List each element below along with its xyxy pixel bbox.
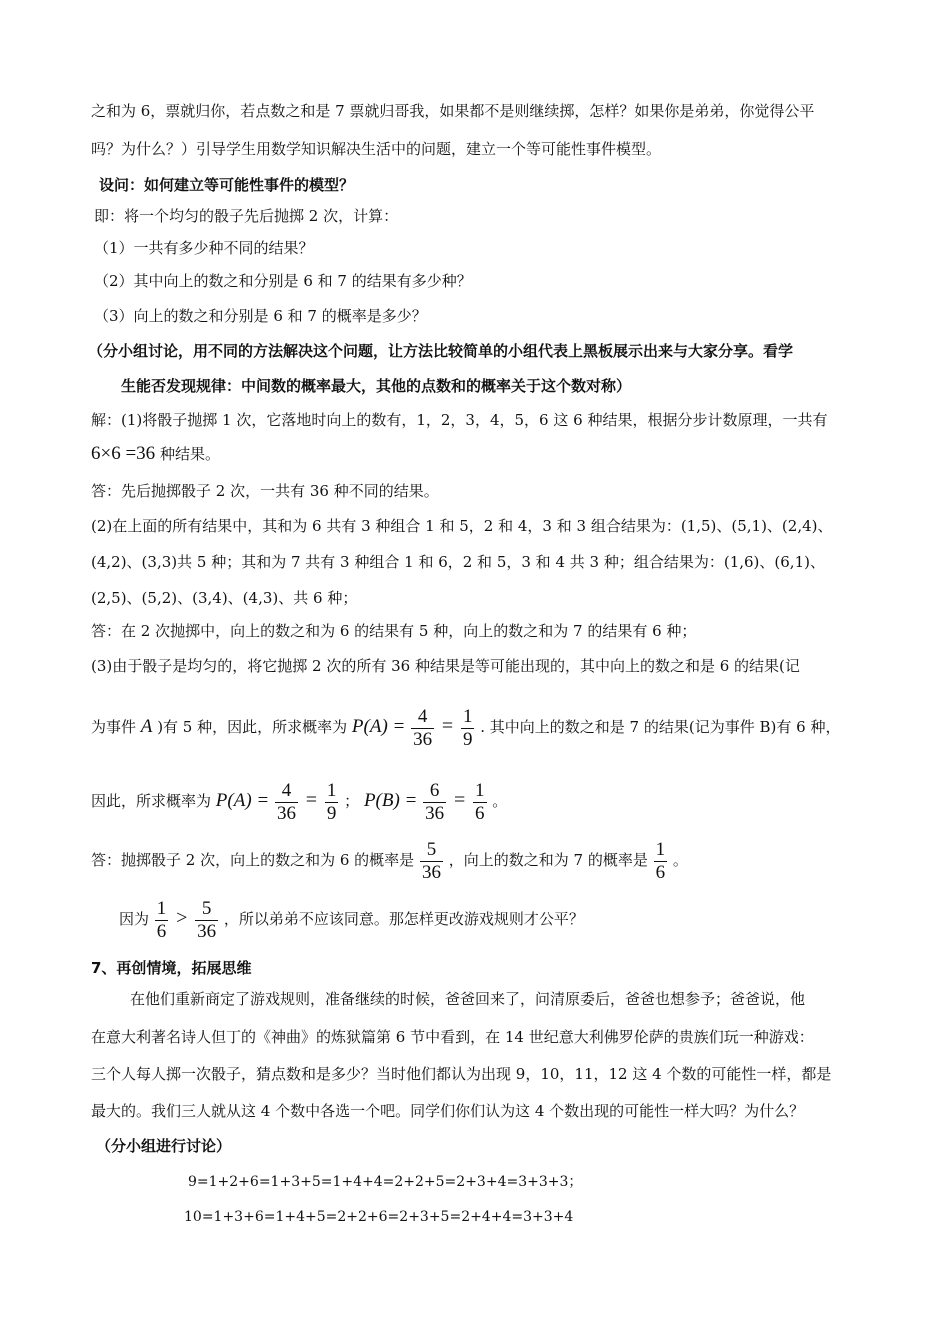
fraction-numerator: 1 — [655, 838, 666, 860]
fraction-denominator: 36 — [277, 802, 297, 824]
fraction-1-6 — [155, 898, 169, 943]
probability-b-label: P(B) = — [363, 790, 418, 811]
discussion-line-2: 生能否发现规律：中间数的概率最大，其他的点数和的概率关于这个数对称） — [121, 377, 632, 395]
equals-sign: = — [305, 789, 318, 811]
greater-than-sign: > — [176, 907, 188, 929]
solution-3-line-1: (3)由于骰子是均匀的，将它抛掷 2 次的所有 36 种结果是等可能出现的，其中向上的数之和是 6 的结果(记 — [91, 657, 800, 675]
group-discussion-note: （分小组进行讨论） — [96, 1137, 232, 1155]
text-segment: ，向上的数之和为 7 的概率是 — [448, 851, 648, 869]
fraction-denominator: 36 — [421, 861, 441, 883]
solution-2-line-2: (4,2)、(3,3)共 5 种；其和为 7 共有 3 种组合 1 和 6，2 和 5，3 和 4 共 3 种；组合结果为：(1,6)、(6,1)、 — [91, 553, 825, 571]
question-3: （3）向上的数之和分别是 6 和 7 的概率是多少？ — [94, 307, 427, 325]
sum-10-equation: 10=1+3+6=1+4+5=2+2+6=2+3+5=2+4+4=3+3+4 — [184, 1209, 574, 1225]
fraction-denominator: 6 — [475, 802, 485, 824]
answer-2: 答：在 2 次抛掷中，向上的数之和为 6 的结果有 5 种，向上的数之和为 7 的结果有 6 种； — [91, 622, 697, 640]
fraction-denominator: 6 — [156, 920, 167, 942]
text-segment: )有 5 种，因此，所求概率为 — [157, 718, 348, 736]
solution-1-line: 解：(1)将骰子抛掷 1 次，它落地时向上的数有，1，2，3，4，5，6 这 6 种结果，根据分步计数原理，一共有 — [91, 411, 828, 429]
equals-sign: = — [453, 789, 466, 811]
fraction-denominator: 36 — [413, 728, 433, 750]
product-formula: 6×6 =36 — [91, 443, 156, 464]
fraction-4-36 — [411, 706, 434, 751]
intro-line-1: 之和为 6，票就归你，若点数之和是 7 票就归哥我，如果都不是则继续掷，怎样？如果你是弟弟，你觉得公平 — [91, 102, 815, 120]
separator: ； — [344, 792, 360, 810]
fraction-denominator: 36 — [425, 802, 445, 824]
question-title: 设问：如何建立等可能性事件的模型？ — [99, 176, 355, 194]
fraction-6-36 — [423, 780, 446, 825]
text-segment: 因为 — [119, 910, 150, 928]
equals-sign: = — [441, 715, 454, 737]
solution-2-line-1: (2)在上面的所有结果中，其和为 6 共有 3 种组合 1 和 5，2 和 4，3 和 3 组合结果为：(1,5)、(5,1)、(2,4)、 — [91, 517, 833, 535]
period: 。 — [492, 792, 508, 810]
text-segment: . 其中向上的数之和是 7 的结果(记为事件 B)有 6 种， — [480, 718, 841, 736]
fraction-numerator: 1 — [475, 779, 485, 801]
section-7-para-line-4: 最大的。我们三人就从这 4 个数中各选一个吧。同学们你们认为这 4 个数出现的可能性一样大吗？为什么？ — [91, 1102, 805, 1120]
fraction-1-6 — [654, 839, 668, 884]
because-line — [119, 893, 584, 944]
probability-a-label: P(A) = — [215, 790, 270, 811]
fraction-numerator: 1 — [326, 779, 337, 801]
event-a-symbol: A — [140, 716, 153, 737]
fraction-numerator: 6 — [429, 779, 440, 801]
answer-3 — [91, 835, 688, 885]
fraction-numerator: 1 — [156, 897, 167, 919]
section-7-para-line-1: 在他们重新商定了游戏规则，准备继续的时候，爸爸回来了，问清原委后，爸爸也想参予；爸爸说，他 — [130, 990, 806, 1008]
question-setup: 即：将一个均匀的骰子先后抛掷 2 次，计算： — [94, 207, 399, 225]
fraction-1-9 — [325, 780, 339, 825]
fraction-numerator: 5 — [201, 897, 212, 919]
solution-1-formula-line — [91, 444, 220, 464]
solution-3-line-3 — [91, 775, 507, 826]
fraction-1-6 — [473, 780, 487, 825]
fraction-numerator: 5 — [426, 838, 437, 860]
fraction-1-9 — [461, 706, 475, 751]
question-2: （2）其中向上的数之和分别是 6 和 7 的结果有多少种？ — [94, 272, 472, 290]
solution-1-tail: 种结果。 — [159, 445, 220, 463]
fraction-numerator: 1 — [462, 705, 473, 727]
text-segment: 答：抛掷骰子 2 次，向上的数之和为 6 的概率是 — [91, 851, 415, 869]
solution-3-line-2 — [91, 701, 840, 752]
section-7-title: 7、再创情境，拓展思维 — [91, 959, 252, 977]
section-7-para-line-2: 在意大利著名诗人但丁的《神曲》的炼狱篇第 6 节中看到，在 14 世纪意大利佛罗伦萨的贵族们玩一种游戏： — [91, 1028, 814, 1046]
section-7-para-line-3: 三个人每人掷一次骰子，猜点数和是多少？当时他们都认为出现 9，10，11，12 这 4 个数的可能性一样，都是 — [91, 1065, 832, 1083]
solution-2-line-3: (2,5)、(5,2)、(3,4)、(4,3)、共 6 种； — [91, 589, 358, 607]
fraction-denominator: 36 — [197, 920, 217, 942]
fraction-5-36 — [195, 898, 218, 943]
fraction-denominator: 9 — [462, 728, 473, 750]
fraction-numerator: 4 — [281, 779, 292, 801]
text-segment: 因此，所求概率为 — [91, 792, 212, 810]
period: 。 — [672, 851, 688, 869]
fraction-numerator: 4 — [417, 705, 428, 727]
probability-a-label: P(A) = — [351, 716, 406, 737]
answer-1: 答：先后抛掷骰子 2 次，一共有 36 种不同的结果。 — [91, 482, 439, 500]
discussion-line-1: （分小组讨论，用不同的方法解决这个问题，让方法比较简单的小组代表上黑板展示出来与大家分享。看学 — [88, 342, 794, 360]
fraction-denominator: 9 — [326, 802, 337, 824]
fraction-denominator: 6 — [655, 861, 666, 883]
fraction-4-36 — [275, 780, 298, 825]
question-1: （1）一共有多少种不同的结果？ — [94, 239, 314, 257]
fraction-5-36 — [420, 839, 443, 884]
sum-9-equation: 9=1+2+6=1+3+5=1+4+4=2+2+5=2+3+4=3+3+3； — [188, 1174, 583, 1190]
text-segment: 为事件 — [91, 718, 137, 736]
intro-line-2: 吗？为什么？）引导学生用数学知识解决生活中的问题，建立一个等可能性事件模型。 — [91, 140, 662, 158]
text-segment: ，所以弟弟不应该同意。那怎样更改游戏规则才公平？ — [223, 910, 584, 928]
